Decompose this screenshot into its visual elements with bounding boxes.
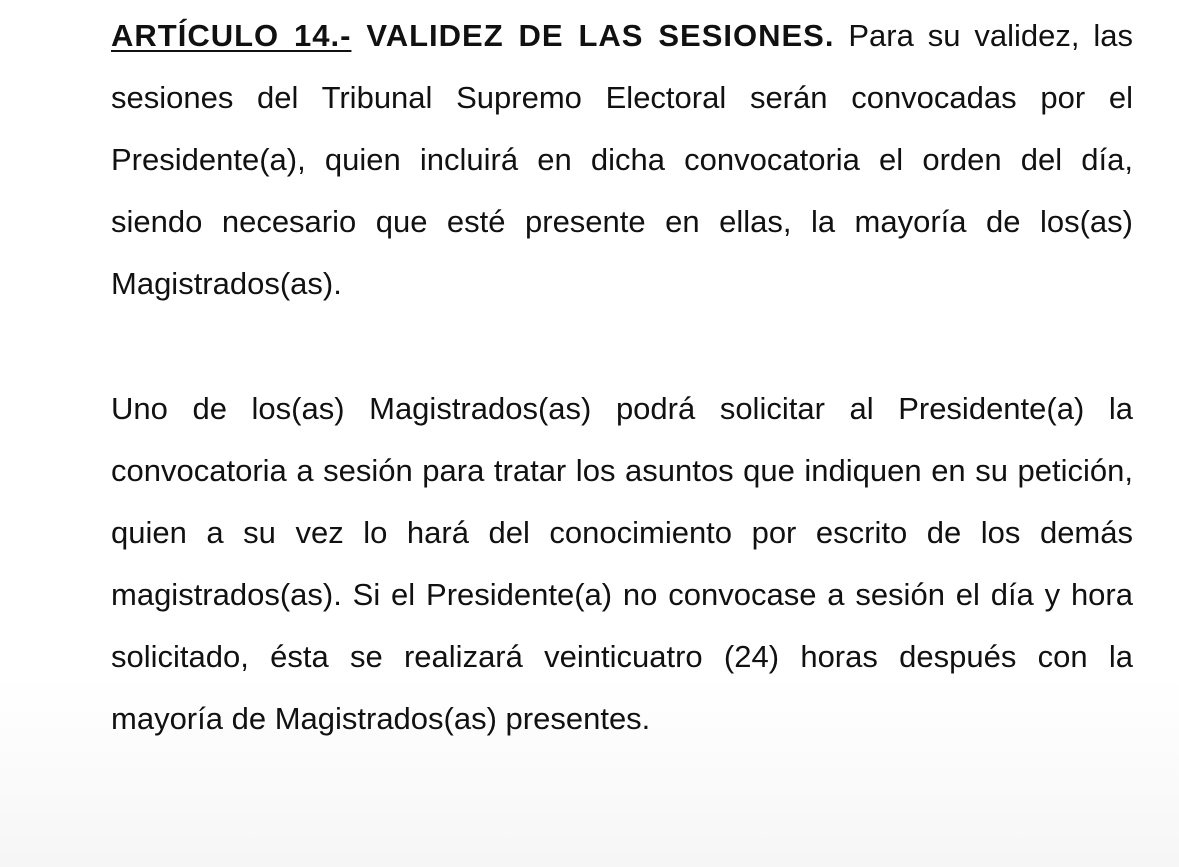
article-paragraph-1-body: Para su validez, las sesiones del Tribunal Supremo Electoral serán convocadas por el Presidente(a), quien incluirá en dicha convocatoria el orden del día, siendo necesario que esté presente en ellas, la mayoría de los(as) Magistrados(as). xyxy=(111,18,1133,301)
article-number: ARTÍCULO 14.- xyxy=(111,18,352,53)
article-paragraph-1 xyxy=(111,5,1133,315)
article-title: VALIDEZ DE LAS SESIONES. xyxy=(366,18,835,53)
article-paragraph-2: Uno de los(as) Magistrados(as) podrá solicitar al Presidente(a) la convocatoria a sesión para tratar los asuntos que indiquen en su petición, quien a su vez lo hará del conocimiento por escrito de los demás magistrados(as). Si el Presidente(a) no convocase a sesión el día y hora solicitado, ésta se realizará veinticuatro (24) horas después con la mayoría de Magistrados(as) presentes. xyxy=(111,391,1133,736)
article-heading xyxy=(111,18,834,53)
